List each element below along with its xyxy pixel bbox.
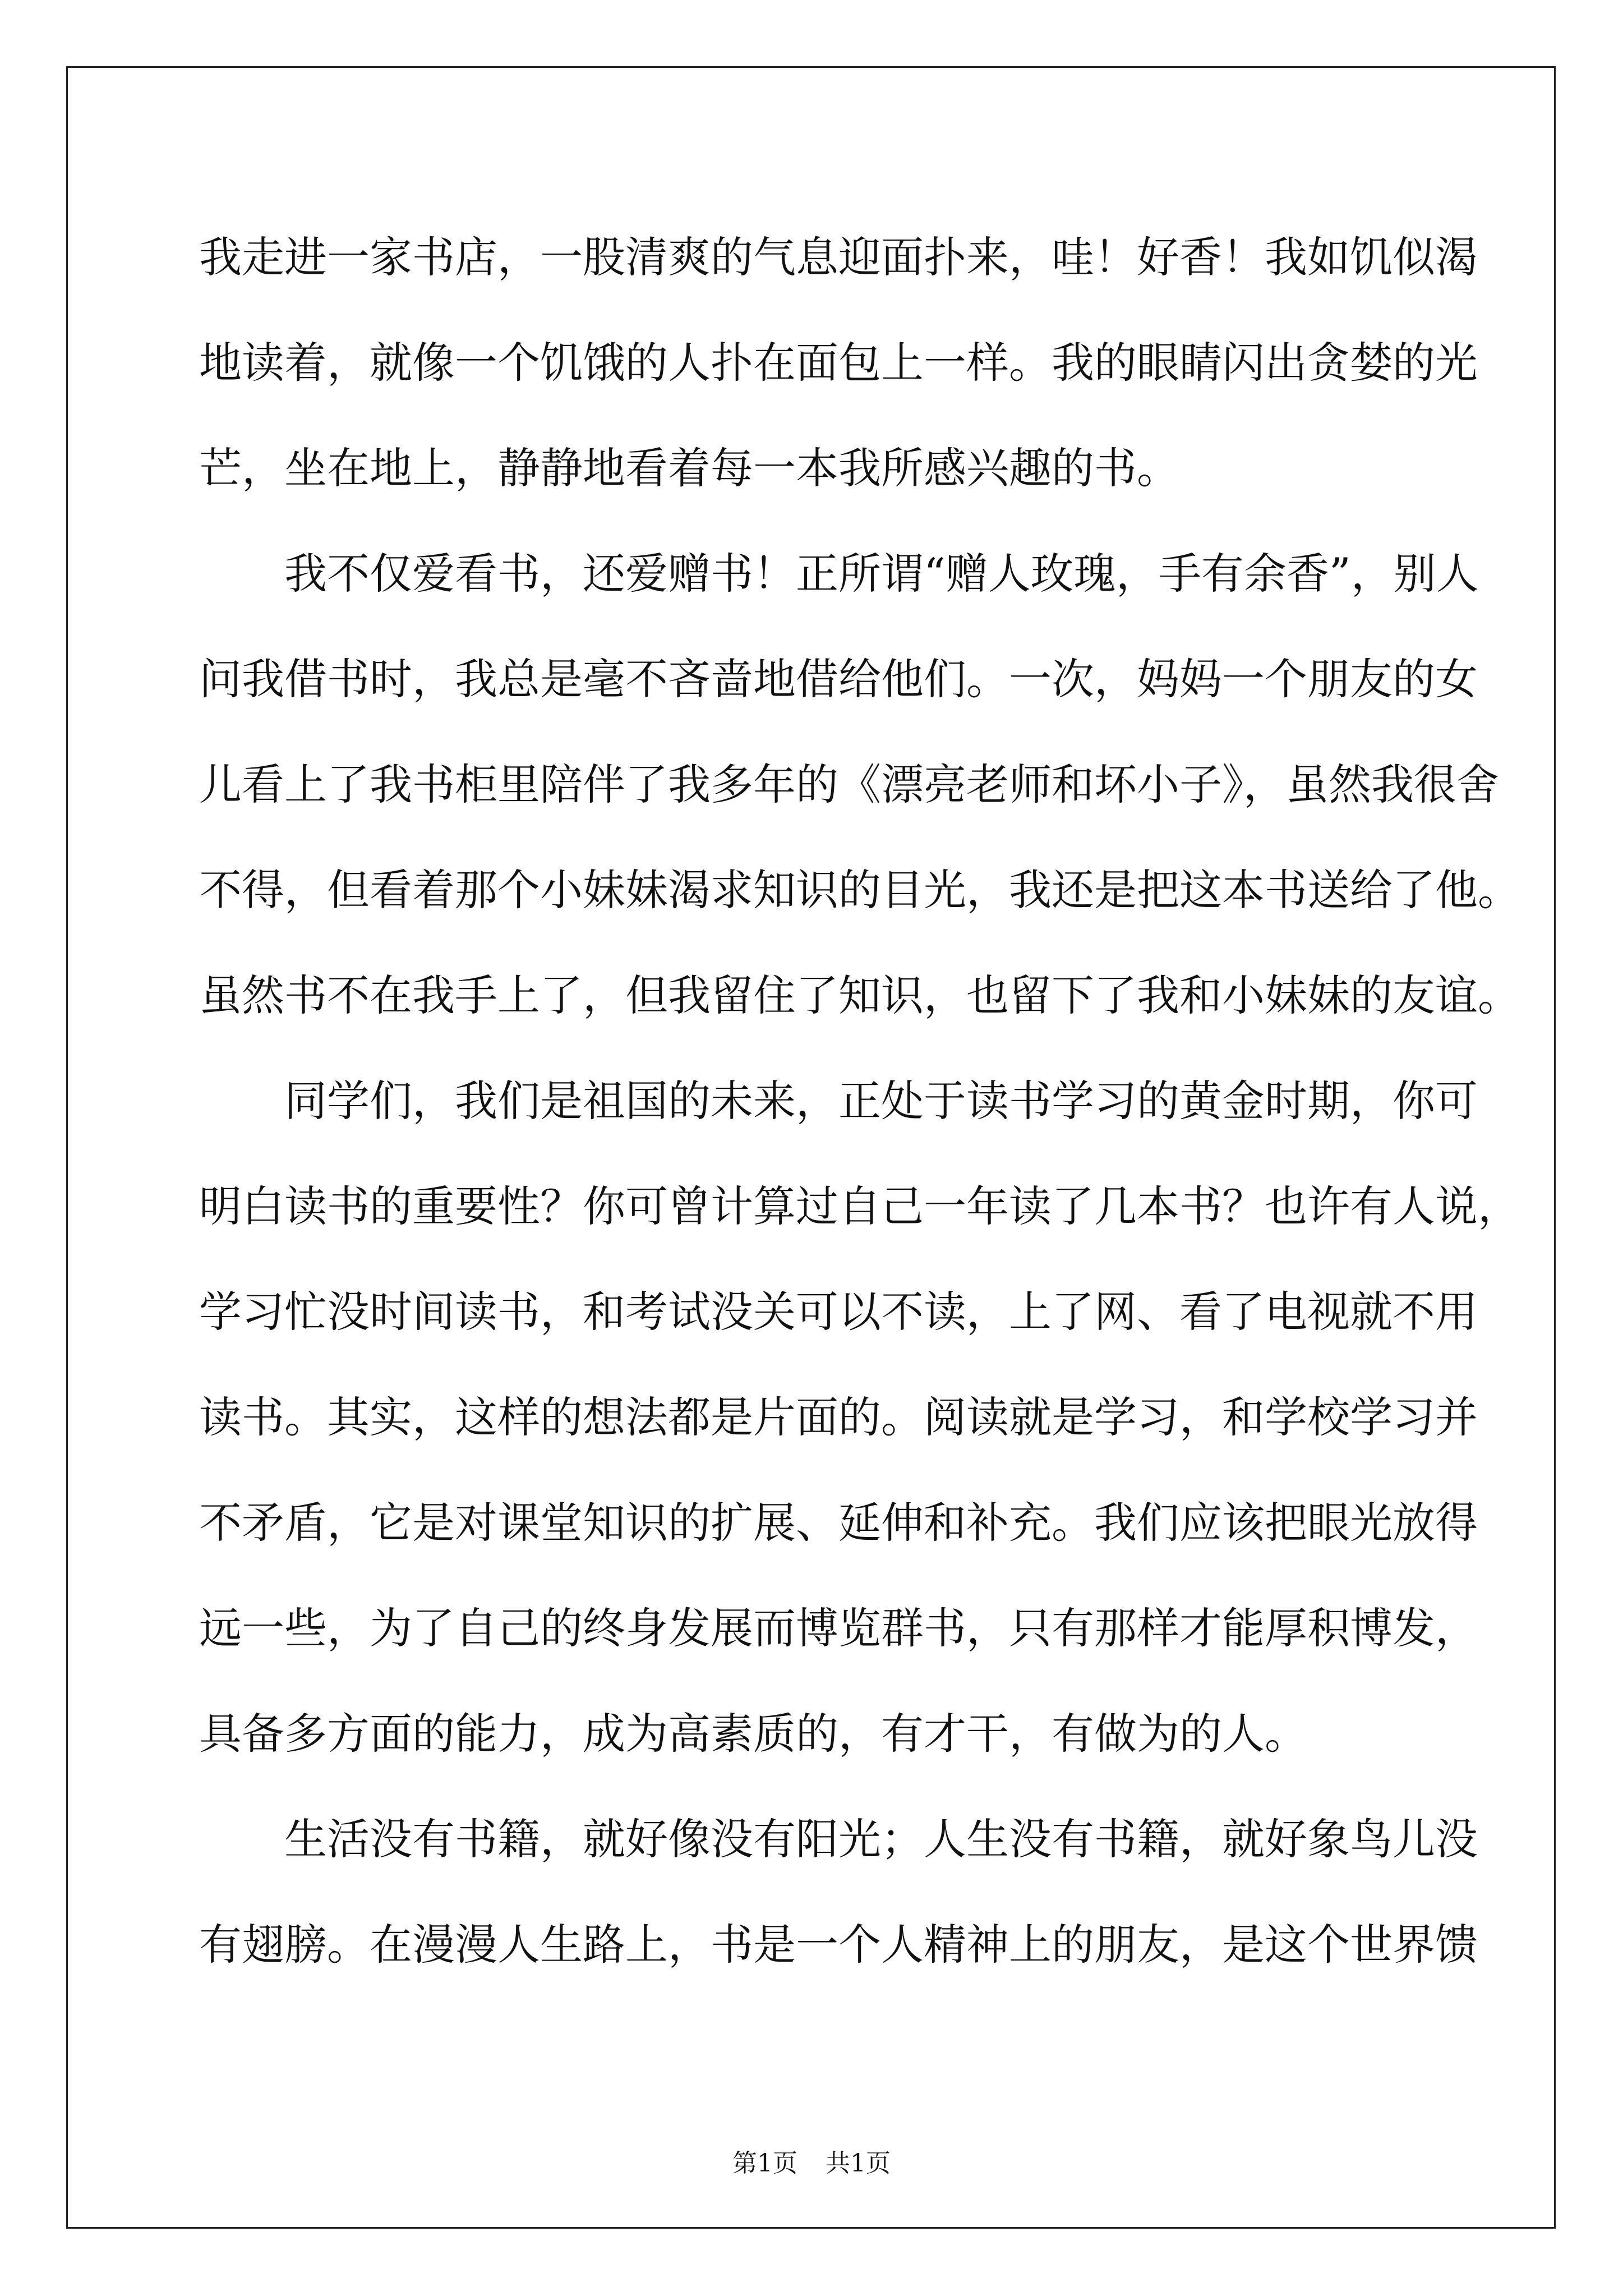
paragraph [199, 1048, 1478, 1154]
document-body [199, 205, 1520, 1998]
text-line: 儿看上了我书柜里陪伴了我多年的《漂亮老师和坏小子》，虽然我很舍 [199, 760, 1499, 809]
text-line: 地读着，就像一个饥饿的人扑在面包上一样。我的眼睛闪出贪婪的光 [199, 338, 1478, 388]
paragraph [199, 1787, 1478, 1892]
text-line: 我走进一家书店，一股清爽的气息迎面扑来，哇！好香！我如饥似渴 [199, 232, 1478, 282]
text-line: 生活没有书籍，就好像没有阳光；人生没有书籍，就好象鸟儿没 [284, 1814, 1478, 1864]
text-line: 读书。其实，这样的想法都是片面的。阅读就是学习，和学校学习并 [199, 1392, 1478, 1442]
paragraph-continuation [199, 1892, 1478, 1998]
text-line: 不矛盾，它是对课堂知识的扩展、延伸和补充。我们应该把眼光放得 [199, 1498, 1478, 1548]
page-total: 共1页 [826, 2149, 891, 2178]
paragraph-continuation [199, 1154, 1520, 1787]
text-line: 我不仅爱看书，还爱赠书！正所谓“赠人玫瑰，手有余香”，别人 [284, 549, 1479, 599]
text-line: 问我借书时，我总是毫不吝啬地借给他们。一次，妈妈一个朋友的女 [199, 654, 1478, 704]
text-line: 明白读书的重要性？你可曾计算过自己一年读了几本书？也许有人说， [199, 1181, 1520, 1231]
text-line: 有翅膀。在漫漫人生路上，书是一个人精神上的朋友，是这个世界馈 [199, 1920, 1478, 1970]
paragraph-continuation [199, 627, 1520, 1048]
text-line: 具备多方面的能力，成为高素质的，有才干，有做为的人。 [199, 1709, 1307, 1759]
text-line: 虽然书不在我手上了，但我留住了知识，也留下了我和小妹妹的友谊。 [199, 970, 1520, 1020]
page-number: 第1页 [732, 2149, 797, 2178]
text-line: 不得，但看着那个小妹妹渴求知识的目光，我还是把这本书送给了他。 [199, 865, 1520, 915]
text-line: 远一些，为了自己的终身发展而博览群书，只有那样才能厚积博发， [199, 1603, 1478, 1653]
paragraph [199, 205, 1478, 521]
text-line: 芒，坐在地上，静静地看着每一本我所感兴趣的书。 [199, 443, 1179, 493]
text-line: 学习忙没时间读书，和考试没关可以不读，上了网、看了电视就不用 [199, 1287, 1478, 1337]
paragraph [199, 521, 1479, 627]
page-footer [0, 2143, 1623, 2179]
text-line: 同学们，我们是祖国的未来，正处于读书学习的黄金时期，你可 [284, 1076, 1478, 1126]
